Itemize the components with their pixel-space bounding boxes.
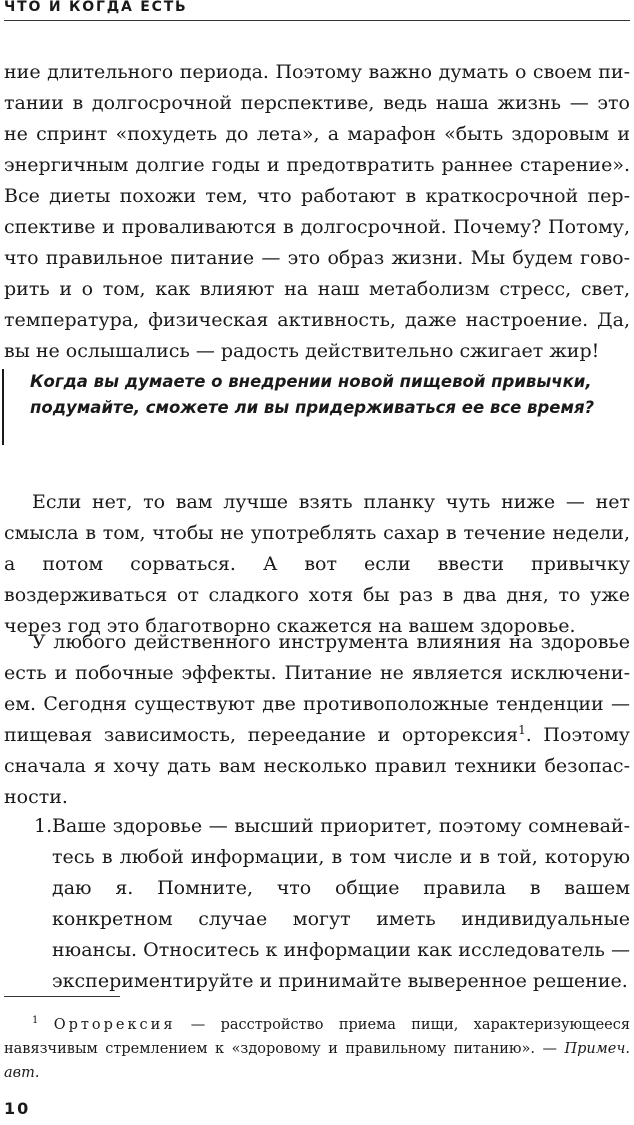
list-item-text: Ваше здоровье — высший приоритет, поэтому сомневайтесь в любой информации, в том числе и в той, которую даю я. Помните, что общие правила в вашем конкретном случае могут иметь индивидуальные нюансы. Относитесь к информации как исследователь — экспериментируйте и принимайте выверенное решение. xyxy=(52,815,630,992)
footnote-reference[interactable]: 1 xyxy=(518,723,526,737)
footnote-term: Орторексия xyxy=(53,1017,176,1033)
paragraph-1-text: ние длительного периода. Поэтому важно думать о своем питании в долгосрочной перспективе, ведь наша жизнь — это не спринт «похудеть до лета», а марафон «быть здоровым и энергичным долгие годы и предотвратить раннее старение». Все диеты похожи тем, что работают в краткосрочной перспективе и проваливаются в долгосрочной. Почему? Потому, что правильное питание — это образ жизни. Мы будем говорить и о том, как влияют на наш метаболизм стресс, свет, температура, физическая активность, даже настроение. Да, вы не ослышались — радость действительно сжигает жир! xyxy=(4,61,630,362)
paragraph-2-text: Если нет, то вам лучше взять планку чуть ниже — нет смысла в том, чтобы не употреблять сахар в течение недели, а потом сорваться. А вот если ввести привычку воздерживаться от сладкого хотя бы раз в два дня, то уже через год это благотворно скажется на вашем здоровье. xyxy=(4,491,630,637)
page-number: 10 xyxy=(4,1099,31,1118)
running-head: ЧТО И КОГДА ЕСТЬ xyxy=(4,0,188,15)
paragraph-3-part-2: . Поэтому сначала я хочу дать вам несколько правил техники безопасности. xyxy=(4,724,630,808)
list-item xyxy=(4,811,630,997)
numbered-list xyxy=(4,811,630,997)
paragraph-3 xyxy=(4,627,630,813)
paragraph-1 xyxy=(4,57,630,367)
pull-quote-text: Когда вы думаете о внедрении новой пищевой привычки, подумайте, сможете ли вы придерживаться ее все время? xyxy=(30,372,595,417)
paragraph-3-text xyxy=(4,627,630,813)
footnote-text: — расстройство приема пищи, характеризующееся навязчивым стремлением к «здоровому и правильному питанию». — xyxy=(4,1017,631,1057)
list-item-number: 1. xyxy=(34,815,53,837)
footnote-rule xyxy=(4,996,120,997)
footnote-mark: 1 xyxy=(32,1015,39,1026)
footnote xyxy=(4,1009,630,1085)
header-rule xyxy=(4,20,630,21)
footnote-author-note: Примеч. авт. xyxy=(4,1041,630,1081)
paragraph-3-part-1: У любого действенного инструмента влияния на здоровье есть и побочные эффекты. Питание не является исключением. Сегодня существуют две противоположные тенденции — пищевая зависимость, переедание и орторексия xyxy=(4,631,630,746)
pull-quote xyxy=(2,369,624,445)
paragraph-2 xyxy=(4,487,630,642)
